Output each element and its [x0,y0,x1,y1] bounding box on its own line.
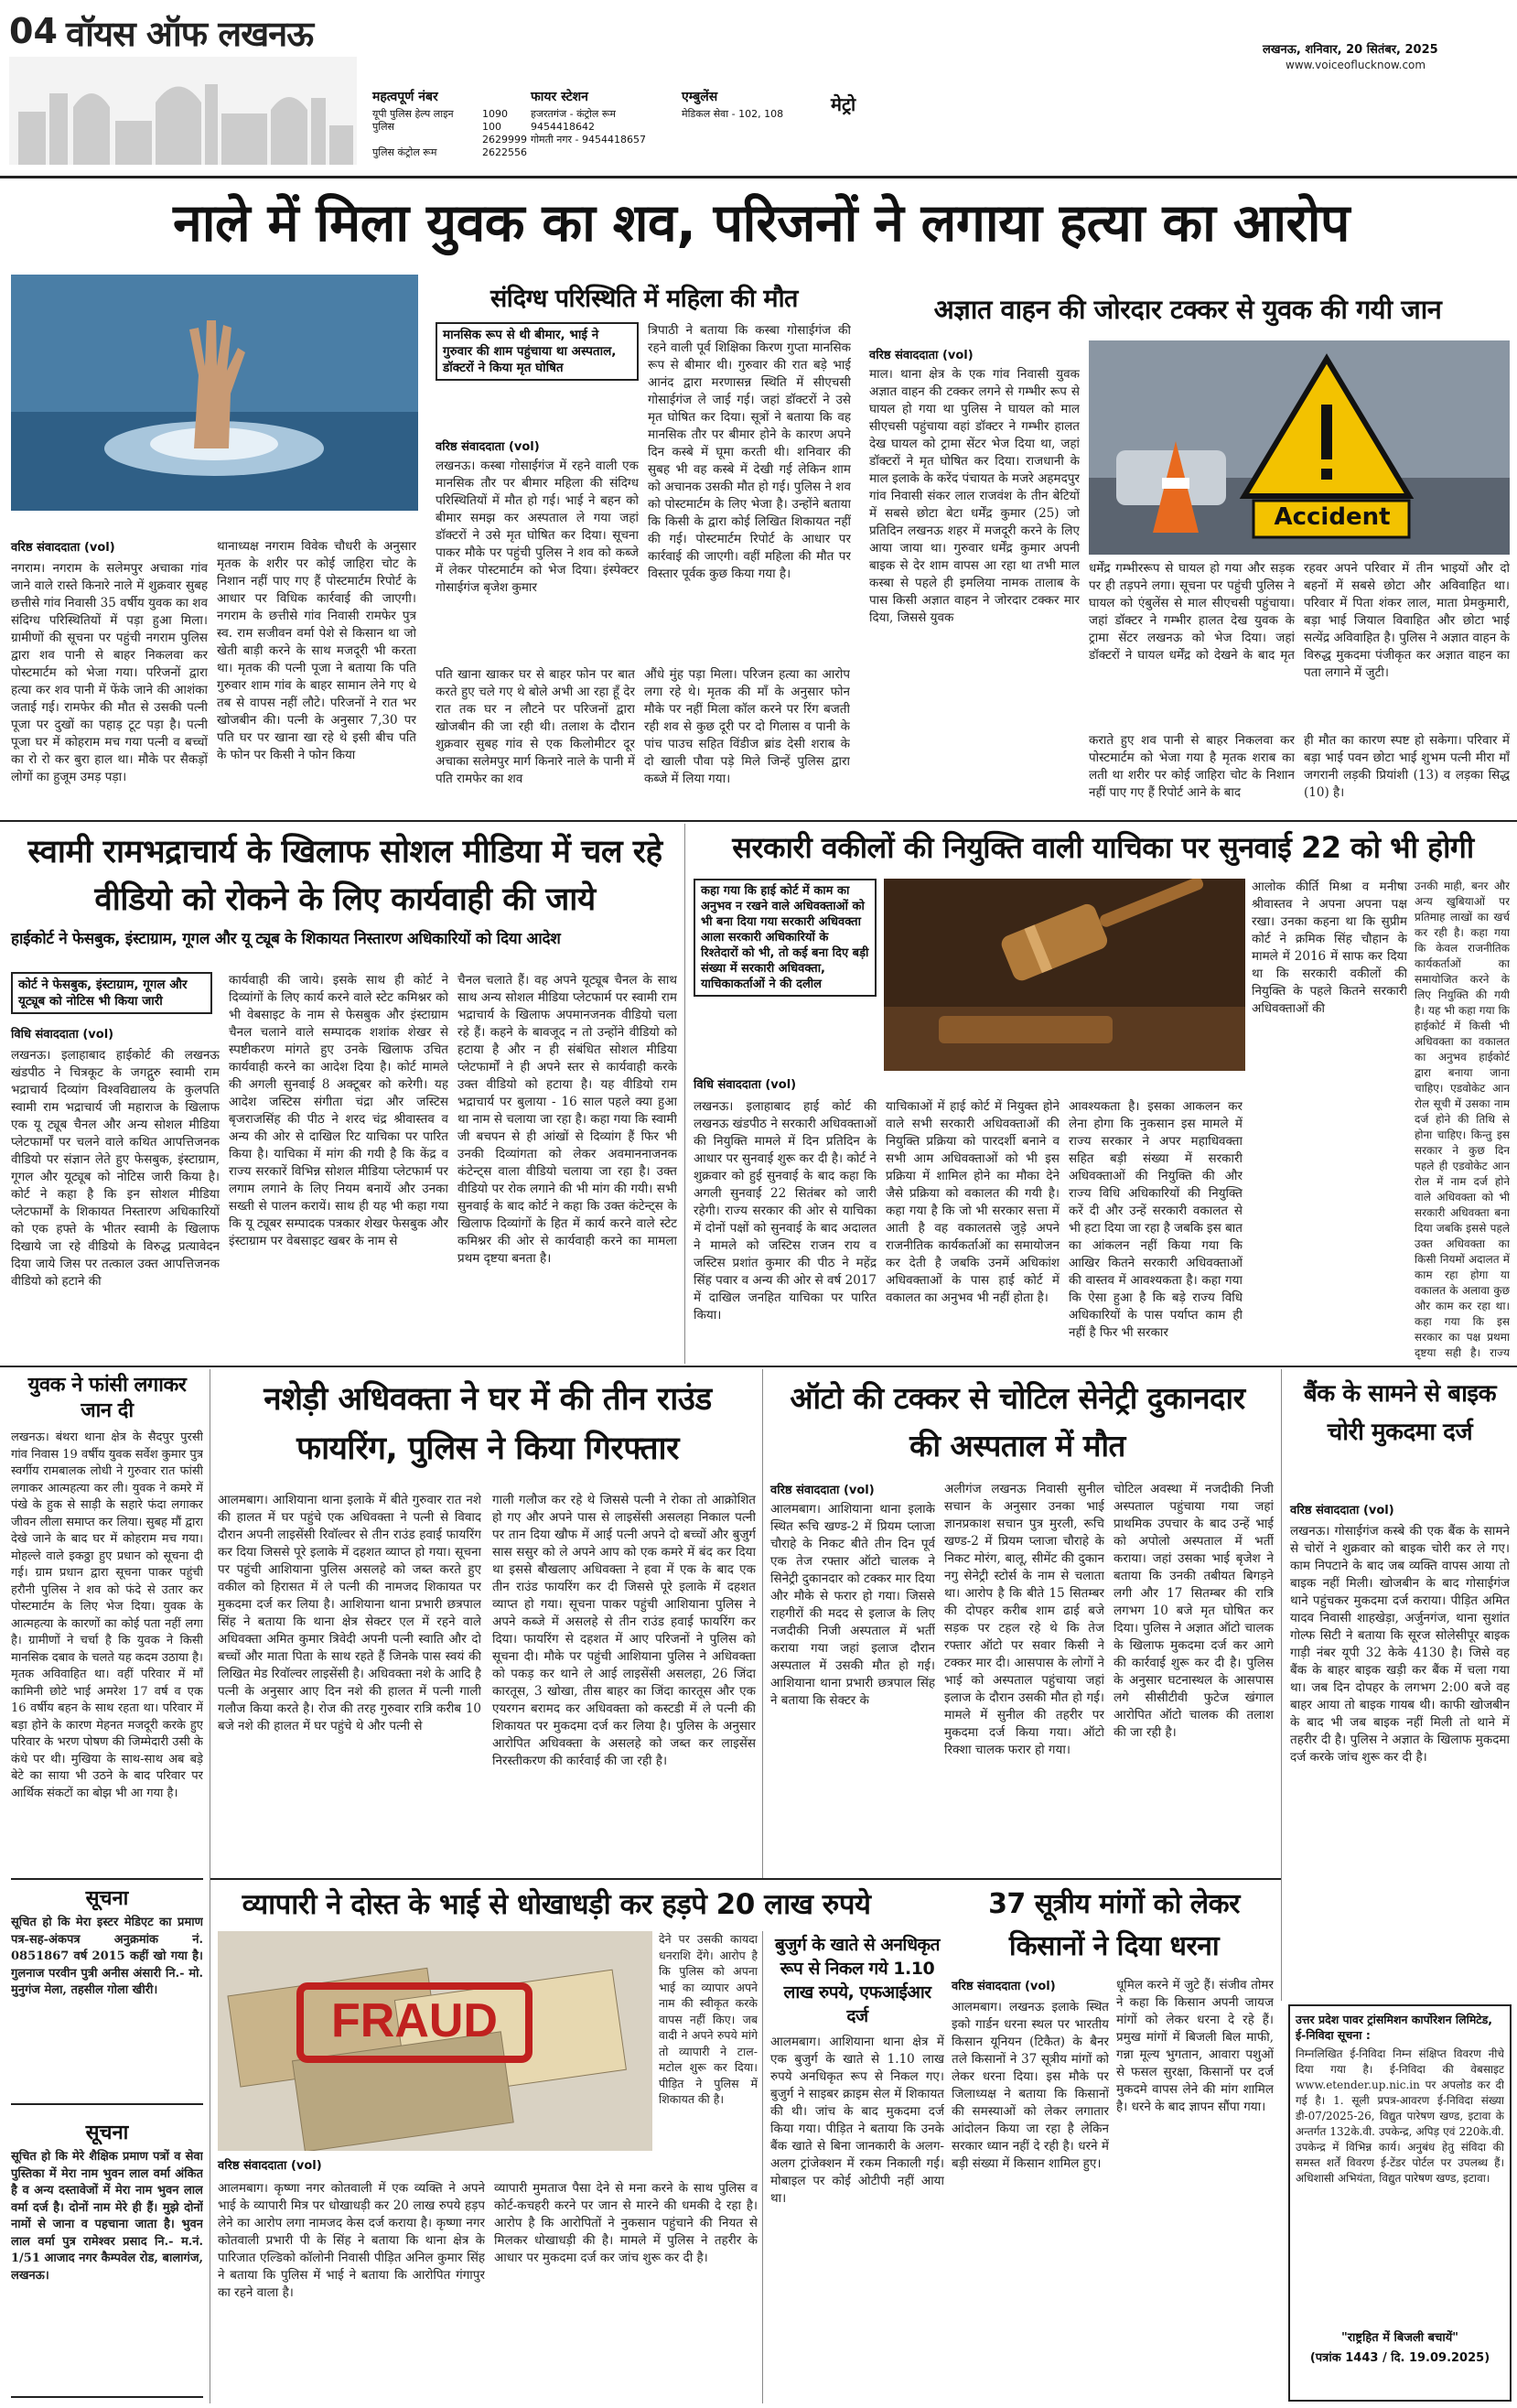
section-rule-3 [210,1878,1281,1880]
page-number: 04 [9,11,58,51]
brand-logo: वॉयस ऑफ लखनऊ [66,14,314,54]
drowning-hand-photo [11,275,418,511]
mahila-headline: संदिग्ध परिस्थिति में महिला की मौत [490,285,798,313]
lead-col2: थानाध्यक्ष नगराम विवेक चौधरी के अनुसार मृतक के शरीर पर कोई जाहिरा चोट के निशान नहीं पाए गए हैं पोस्टमार्टम रिपोर्ट के आधार पर विधिक कार्रवाई की जाएगी। नगराम के छत्तीसे गांव निवासी रामफेर पुत्र स्व. राम सजीवन वर्मा पेशे से किसान था जो खेती बाड़ी करने के साथ मजदूरी भी करता था। मृतक की पत्नी पूजा ने बताया कि पति गुरुवार शाम गांव के बाहर सामान लेने गए थे तब से वापस नहीं लौटे। परिजनों ने रात भर खोजबीन की। पत्नी के अनुसार 7,30 पर पति घर पर खाना खा रहे थे इसी बीच पति के फोन पर किसी ने फोन किया [217,539,416,762]
skyline-art [9,57,357,165]
auto-col3: चोटिल अवस्था में नजदीकी निजी अस्पताल पहुंचाया गया जहां प्राथमिक उपचार के बाद उन्हें भाई को अपोलो अस्पताल में भर्ती कराया। जहां उसका भाई बृजेश ने बताया कि उनकी तबीयत बिगड़ने लगी और 17 सितम्बर की रात्रि लगभग 10 बजे मृत घोषित कर दिया। पुलिस ने अज्ञात ऑटो चालक के खिलाफ मुकदमा दर्ज कर आगे की कार्रवाई शुरू कर दी है। पुलिस के अनुसार घटनास्थल के आसपास लगे सीसीटीवी फुटेज खंगाल आरोपित ऑटो चालक की तलाश की जा रही है। [1114,1482,1274,1740]
accident-col6: ही मौत का कारण स्पष्ट हो सकेगा। परिवार में बड़ा भाई पवन छोटा भाई शुभम पत्नी मीरा माँ जगरानी लड़की प्रियांशी (13) व लड़का सिद्ध (10) है। [1304,733,1510,800]
nashedi-col2: गाली गलौज कर रहे थे जिससे पत्नी ने रोका तो आक्रोशित हो गए और अपने पास से लाइसेंसी असलहा निकाल पत्नी पर तान दिया खौफ में आई पत्नी अपने दो बच्चों और बुजुर्ग सास ससुर को ले अपने आप को एक कमरे में बंद कर दिया था इससे बौखलाए अधिवक्ता ने हवा में एक के बाद एक तीन राउंड फायरिंग कर दी जिससे पूरे इलाके में दहशत व्याप्त हो गया। सूचना पाकर पहुंची आशियाना पुलिस ने अपने कब्जे में असलहे से तीन राउंड हवाई फायरिंग कर दिया। फायरिंग से दहशत में आए परिजनों ने पुलिस को सूचना दी। मौके पर पहुंची आशियाना पुलिस ने अधिवक्ता को पकड़ कर थाने ले आई लाइसेंसी असलहा, 26 जिंदा कारतूस, 3 खोखा, तीस बाहर का जिंदा कारतूस और एक एयरगन बरामद कर अधिवक्ता को कस्टडी में ले पत्नी की शिकायत पर मुकदमा दर्ज कर लिया है। पुलिस के अनुसार आरोपित अधिवक्ता के असलहे को जब्त कर लाइसेंस निरस्तीकरण की कार्रवाई की जा रही है। [492,1493,756,1768]
swami-col2: कार्यवाही की जाये। इसके साथ ही कोर्ट ने दिव्यांगों के लिए कार्य करने वाले स्टेट कमिश्नर को भी वेबसाइट के नाम से फेसबुक और इंस्टाग्राम चैनल चलाने वाले सम्पादक शशांक शेखर से स्पष्टीकरण मांगते हुए उनके खिलाफ उचित कार्यवाही करने का आदेश दिया है। कोर्ट मामले की अगली सुनवाई 8 अक्टूबर को करेगी। यह आदेश जस्टिस संगीता चंद्रा और जस्टिस बृजराजसिंह की पीठ ने शरद चंद्र श्रीवास्तव व अन्य की ओर से दाखिल रिट याचिका पर पारित किया है। याचिका में मांग की गयी है कि केंद्र व राज्य सरकारें विभिन्न सोशल मीडिया प्लेटफार्म पर लगाम लगाने के लिए नियम बनायें और उनका सख्ती से पालन करायें। साथ ही यह भी कहा गया कि यू ट्यूबर सम्पादक पत्रकार शेखर फेसबुक और इंस्टाग्राम पर वेबसाइट खबर के नाम से [229,973,448,1248]
vakil-headline: सरकारी वकीलों की नियुक्ति वाली याचिका पर सुनवाई 22 को भी होगी [732,830,1474,865]
vakil-col1: लखनऊ। इलाहाबाद हाई कोर्ट की लखनऊ खंडपीठ ने सरकारी अधिवक्ताओं की नियुक्ति मामले में दिन प्रतिदिन के आधार पर सुनवाई शुरू कर दी है। कोर्ट ने शुक्रवार को हुई सुनवाई के बाद कहा कि अगली सुनवाई 22 सितंबर को जारी रहेगी। राज्य सरकार की ओर से याचिका में दोनों पक्षों को सुनवाई के बाद अदालत ने मामले को जस्टिस राजन राय व जस्टिस प्रशांत कुमार की पीठ ने महेंद्र सिंह पवार व अन्य की ओर से वर्ष 2017 में दाखिल जनहित याचिका पर पारित किया। [694,1099,877,1323]
auto-col1: आलमबाग। आशियाना थाना इलाके स्थित रूचि खण्ड-2 में प्रियम प्लाजा चौराहे के निकट बीते तीन दिन पूर्व एक तेज रफ्तार ऑटो चालक ने सिनेट्री दुकानदार को टक्कर मार दिया और मौके से फरार हो गया। जिससे राहगीरों की मदद से इलाज के लिए नजदीकी निजी अस्पताल में भर्ती कराया गया जहां इलाज दौरान अस्पताल में उसकी मौत हो गई। आशियाना थाना प्रभारी छत्रपाल सिंह ने बताया कि सेक्टर के [770,1502,935,1708]
accident-col3: रहवर अपने परिवार में तीन भाइयों और दो बहनों में सबसे छोटा और अविवाहित था। परिवार में पिता शंकर लाल, माता प्रेमकुमारी, बड़ा भाई जियाल विवाहित और छोटा भाई सत्येंद्र अविवाहित है। पुलिस ने अज्ञात वाहन के विरुद्ध मुकदमा पंजीकृत कर अज्ञात वाहन का पता लगाने में जुटी। [1304,561,1510,680]
divider-1 [684,824,685,1364]
divider-3 [762,1369,763,1878]
fraud-byline: वरिष्ठ संवाददाता (vol) [218,2159,322,2173]
section-rule-1 [0,820,1517,822]
mahila-col2: त्रिपाठी ने बताया कि कस्बा गोसाईगंज की रहने वाली पूर्व शिक्षिका किरण गुप्ता मानसिक रूप से बीमार थी। गुरुवार की रात बड़े भाई आनंद द्वारा मरणासन्न स्थिति में सीएचसी गोसाईगंज ले जाई गई। जहां डॉक्टरों ने उसे मृत घोषित कर दिया। सूत्रों ने बताया कि वह मानसिक तौर पर बीमार होने के कारण अपने दिन कस्बे में घूमा करती थी। शनिवार की सुबह भी वह कस्बे में देखी गई लेकिन शाम को अचानक उसकी मौत हो गई। पुलिस ने शव को पोस्टमार्टम के लिए भेजा है। उन्होंने बताया कि किसी के द्वारा कोई लिखित शिकायत नहीं की गई। पोस्टमार्टम रिपोर्ट के आधार पर कार्रवाई की जाएगी। वहीं महिला की मौत पर विस्तार पूर्वक कुछ किया गया है। [648,323,851,581]
bujurg-col1: आलमबाग। आशियाना थाना क्षेत्र में एक बुजुर्ग के खाते से 1.10 लाख रुपये अनधिकृत रूप से निकल गए। बुजुर्ग ने साइबर क्राइम सेल में शिकायत की थी। जांच के बाद मुकदमा दर्ज किया गया। पीड़ित ने बताया कि उनके बैंक खाते से बिना जानकारी के अलग-अलग ट्रांजेक्शन में रकम निकाली गई। मोबाइल पर कोई ओटीपी नहीं आया था। [770,2035,944,2206]
yuvak-body: लखनऊ। बंथरा थाना क्षेत्र के सैदपुर पुरसी गांव निवास 19 वर्षीय युवक सर्वेश कुमार पुत्र स्वर्गीय रामबालक लोधी ने गुरुवार रात फांसी लगाकर आत्महत्या कर ली। युवक ने कमरे में पंखे के हुक से साड़ी के सहारे फंदा लगाकर जीवन लीला समाप्त कर लिया। सुबह मौं द्वारा देखे जाने के बाद घर में कोहराम मच गया। मोहल्ले वाले इकठ्ठा हुए प्रधान को सूचना दी गई। ग्राम प्रधान द्वारा सूचना पाकर पहुंची हरौनी पुलिस ने शव को फंदे से उतार कर पोस्टमार्टम के लिए भेज दिया। युवक के आत्महत्या के कारणों का कोई पता नहीं लगा है। ग्रामीणों ने चर्चा है कि युवक ने किसी मानसिक दबाव के चलते यह कदम उठाया है। मृतक अविवाहित था। वहीं परिवार में माँ कामिनी छोटे भाई अमरेश 17 वर्ष व एक 16 वर्षीय बहन के साथ रहता था। परिवार में बड़ा होने के कारण मेहनत मजदूरी करके हुए परिवार के भरण पोषण की जिम्मेदारी उसी के कंधे पर थी। मुखिया के साथ-साथ अब बड़े बेटे का साया भी उठने के बाद परिवार पर आर्थिक संकटों का बोझ भी आ गया है। [11,1431,203,1800]
swami-byline: विधि संवाददाता (vol) [11,1028,114,1042]
vakil-col5-main: उनकी माही, बनर और अन्य खुबियाओं पर प्रतिमाह लाखों का खर्च कर रही है। कहा गया कि केवल राजनीतिक कार्यकर्ताओं का समायोजित करने के लिए नियुक्ति की गयी है। यह भी कहा गया कि हाईकोर्ट में किसी भी अधिवक्ता का वकालत का अनुभव हाईकोर्ट द्वारा बनाया जाना चाहिए। एडवोकेट आन रोल सूची में उसका नाम दर्ज होने की तिथि से होना चाहिए। किन्तु इस सरकार ने कुछ दिन पहले ही एडवोकेट आन रोल में नाम दर्ज होने वाले अधिवक्ता को भी सरकारी अधिवक्ता बना दिया जबकि इससे पहले उक्त अधिवक्ता का किसी नियमों अदालत में काम रहा होगा या वकालत के अलावा कुछ और काम कर रहा था। कहा गया कि इस सरकार का पक्ष प्रथमा दृष्टया सही है। राज्य [1415,880,1510,1359]
accident-photo [1089,340,1510,555]
section-tag: मेट्रो [831,93,856,115]
vakil-col3: आवश्यकता है। इसका आकलन कर लेना होगा कि नुकसान इस मामले में राज्य सरकार ने अपर महाधिवक्ता सहित बड़ी संख्या में सरकारी अधिवक्ताओं की नियुक्ति की और राज्य विधि अधिकारियों की नियुक्ति करें दी और उन्हें सरकारी वकालत से भी हटा दिया जा रहा है जबकि इस बात का आंकलन नहीं किया गया कि आखिर कितने सरकारी अधिवक्ताओं की वास्तव में आवश्यकता है। कहा गया कि ऐसा हुआ है कि बड़े राज्य विधि अधिकारियों के पास पर्याप्त काम ही नहीं है फिर भी सरकार [1069,1099,1243,1340]
auto-col2: अलीगंज लखनऊ निवासी सुनील सचान के अनुसार उनका भाई ज्ञानप्रकाश सचान पुत्र मुरली, रूचि खण्ड-2 में प्रियम प्लाजा चौराहे के निकट मोरंग, बालू, सीमेंट की दुकान नगु सेनेट्री स्टोर्स के नाम से चलाता था। आरोप है कि बीते 15 सितम्बर की दोपहर करीब शाम ढाई बजे सड़क पर टहल रहे थे कि तेज रफ्तार ऑटो पर सवार किसी ने टक्कर मार दी। आसपास के लोगों ने भाई को अस्पताल पहुंचाया जहां इलाज के दौरान उसकी मौत हो गई। मामले में सुनील की तहरीर पर मुकदमा दर्ज किया गया। ऑटो रिक्शा चालक फरार हो गया। [944,1482,1104,1757]
vakil-col2: याचिकाओं में हाई कोर्ट में नियुक्त होने वाले सभी सरकारी अधिवक्ताओं की नियुक्ति प्रक्रिया को पारदर्शी बनाने व सभी आम अधिवक्ताओं को भी इस प्रक्रिया में शामिल होने का मौका देने जैसे प्रक्रिया को वकालत की गयी है। कहा गया है कि जो भी सरकार सत्ता में आती है वह वकालतसे जुड़े अपने राजनीतिक कार्यकर्ताओं का समायोजन कर देती है जबकि उनमें अधिकांश अधिवक्ताओं के पास हाई कोर्ट में वकालत का अनुभव भी नहीं होता है। [886,1099,1060,1305]
fire-station: फायर स्टेशन हजरतगंज - कंट्रोल रूम 9454418642 गोमती नगर - 9454418657 [531,90,646,146]
website[interactable]: www.voiceoflucknow.com [1286,59,1426,71]
swami-headline: स्वामी रामभद्राचार्य के खिलाफ सोशल मीडिया में चल रहे वीडियो को रोकने के लिए कार्यवाही की जाये [27,834,662,918]
mahila-col1: लखनऊ। कस्बा गोसाईगंज में रहने वाली एक मानसिक तौर पर बीमार महिला की संदिग्ध परिस्थितियों में मौत हो गई। भाई ने बहन को बीमार समझ कर अस्पताल ले गया जहां डॉक्टरों ने उसे मृत घोषित कर दिया। सूचना पाकर मौके पर पहुंची पुलिस ने शव को कब्जे में लेकर पोस्टमार्टम को भेज दिया। इंस्पेक्टर गोसाईगंज बृजेश कुमार [436,459,639,595]
yuvak-headline: युवक ने फांसी लगाकर जान दी [27,1374,187,1422]
suchna-2-title: सूचना [85,2122,129,2144]
tender-notice [1288,2004,1512,2402]
masthead [0,0,1517,172]
swami-highlight-box: कोर्ट ने फेसबुक, इंस्टाग्राम, गूगल और यूट्यूब को नोटिस भी किया जारी [11,972,212,1014]
accident-byline: वरिष्ठ संवाददाता (vol) [869,349,974,362]
date-line: लखनऊ, शनिवार, 20 सितंबर, 2025 [1263,43,1438,57]
swami-subhead: हाईकोर्ट ने फेसबुक, इंस्टाग्राम, गूगल और यू ट्यूब के शिकायत निस्तारण अधिकारियों को दिया आदेश [11,930,561,948]
kisan-col2: धूमिल करने में जुटे हैं। संजीव तोमर ने कहा कि किसान अपनी जायज मांगों को लेकर धरना दे रहे हैं। प्रमुख मांगों में बिजली बिल माफी, गन्ना मूल्य भुगतान, आवारा पशुओं से फसल सुरक्षा, किसानों पर दर्ज मुकदमे वापस लेने की मांग शामिल है। धरने के बाद ज्ञापन सौंपा गया। [1116,1978,1274,2114]
accident-col1: माल। थाना क्षेत्र के एक गांव निवासी युवक अज्ञात वाहन की टक्कर लगने से गम्भीर रूप से घायल हो गया था पुलिस ने घायल को माल सीएचसी पहुंचाया वहां डॉक्टर ने गम्भीर हालत देख घायल को ट्रामा सेंटर भेज दिया था, जहां डॉक्टरों ने मृत घोषित कर दिया। राजधानी के माल इलाके के करेंद पंचायत के मजरे अहमदपुर गांव निवासी संकर लाल राजवंश के तीन बेटियों में सबसे छोटा बेटा धर्मेंद्र कुमार (25) जो प्रतिदिन लखनऊ शहर में मजदूरी करने के लिए आया जाया था। गुरुवार धर्मेंद्र कुमार अपनी बाइक से देर शाम वापस आ रहा था तभी माल कस्बा से पहले ही इमलिया नामक तालाब के पास किसी अज्ञात वाहन ने जोरदार टक्कर मार दिया, जिससे युवक [869,367,1080,625]
section-rule-2 [0,1366,1517,1367]
suchna-1 [11,1878,203,2105]
fraud-photo-label: FRAUD [331,1994,498,2047]
bank-byline: वरिष्ठ संवाददाता (vol) [1290,1504,1394,1517]
important-numbers: महत्वपूर्ण नंबर यूपी पुलिस हेल्प लाइन 1090 पुलिस 100 2629999 पुलिस कंट्रोल रूम 2622556 [372,90,527,158]
ambulance: एम्बुलेंस मेडिकल सेवा - 102, 108 [682,90,784,120]
accident-photo-label: Accident [1274,503,1391,531]
suchna-2 [11,2114,203,2398]
tender-ref: (पत्रांक 1443 / दि. 19.09.2025) [1309,2351,1490,2365]
swami-col3: चैनल चलाते हैं। वह अपने यूट्यूब चैनल के साथ साथ अन्य सोशल मीडिया प्लेटफार्म पर स्वामी राम भद्राचार्य के खिलाफ अपमानजनक वीडियो चला रहे हैं। कहने के बावजूद न तो उन्होंने वीडियो को हटाया है और न ही संबंधित सोशल मीडिया प्लेटफार्मों ने ही अपने स्तर से कार्यवाही करके उक्त वीडियो को हटाया है। यह वीडियो राम भद्राचार्य पर बुलाया - 16 साल पहले क्या हुआ था नाम से चलाया जा रहा है। कहा गया कि स्वामी जी बचपन से ही आंखों से दिव्यांग हैं फिर भी उनकी दिव्यांगता को लेकर अवमाननाजनक कंटेन्ट्स वाला वीडियो चलाया जा रहा है। उक्त वीडियो पर रोक लगाने की भी मांग की गयी। सभी सुनवाई के बाद कोर्ट ने कहा कि उक्त कंटेन्ट्स के खिलाफ दिव्यांगों के हित में कार्य करने वाले स्टेट कमिश्नर की ओर से कार्यवाही करने का मामला प्रथम दृष्टया बनता है। [457,973,677,1266]
lead-byline: वरिष्ठ संवाददाता (vol) [11,541,115,555]
mahila-highlight-box: मानसिक रूप से थी बीमार, भाई ने गुरुवार की शाम पहुंचाया था अस्पताल, डॉक्टरों ने किया मृत घोषित [436,322,639,381]
nashedi-col1: आलमबाग। आशियाना थाना इलाके में बीते गुरुवार रात नशे की हालत में घर पहुंचे एक अधिवक्ता ने पत्नी से विवाद दौरान अपनी लाइसेंसी रिवॉल्वर से तीन राउंड हवाई फायरिंग कर दिया जिससे पूरे इलाके में दहशत व्याप्त हो गया। सूचना पर पहुंची आशियाना पुलिस असलहे को जब्त करते हुए वकील को हिरासत में ले पत्नी की नामजद शिकायत पर मुकदमा दर्ज कर लिया है। आशियाना थाना प्रभारी छत्रपाल सिंह ने बताया कि थाना क्षेत्र सेक्टर एल में रहने वाले अधिवक्ता अमित कुमार त्रिवेदी अपनी पत्नी स्वाति और दो बच्चों और माता पिता के साथ रहते हैं जिनके पास स्वयं की लिखित मेड रिवॉल्वर लाइसेंसी है। अधिवक्ता नशे के आदि है पत्नी के अनुसार आए दिन नशे की हालत में पत्नी गाली गलौज किया करते है। रोज की तरह गुरुवार रात्रि करीब 10 बजे नशे की हालत में घर पहुंचे थे और पत्नी से [218,1493,481,1733]
bank-headline: बैंक के सामने से बाइक चोरी मुकदमा दर्ज [1303,1380,1497,1446]
auto-headline: ऑटो की टक्कर से चोटिल सेनेट्री दुकानदार की अस्पताल में मौत [790,1380,1245,1463]
tender-slogan: "राष्ट्रहित में बिजली बचायें" [1340,2331,1459,2345]
vakil-highlight-box: कहा गया कि हाई कोर्ट में काम का अनुभव न रखने वाले अधिवक्ताओं को भी बना दिया गया सरकारी अधिवक्ता आला सरकारी अधिकारियों के रिश्तेदारों को भी, तो कई बना दिए बड़ी संख्या में सरकारी अधिवक्ता, याचिकाकर्ताओं ने की दलील [694,879,877,997]
lead-col4: औंधे मुंह पड़ा मिला। परिजन हत्या का आरोप लगा रहे थे। मृतक की माँ के अनुसार फोन मौके पर नहीं मिला कॉल करने पर रिंग बजती रही शव से कुछ दूरी पर दो गिलास व पानी के पांच पाउच सहित विंडीज ब्रांड देसी शराब के दो खाली पौवा पड़े मिले जिन्हें पुलिस द्वारा कब्जे में लिया गया। [644,667,850,786]
accident-col5: कराते हुए शव पानी से बाहर निकलवा कर पोस्टमार्टम को भेजा गया है मृतक शराब का लती था शरीर पर कोई जाहिरा चोट के निशान नहीं पाए गए हैं रिपोर्ट आने के बाद [1089,733,1295,800]
bujurg-headline: बुजुर्ग के खाते से अनधिकृत रूप से निकल गये 1.10 लाख रुपये, एफआईआर दर्ज [775,1935,940,2026]
fraud-headline: व्यापारी ने दोस्त के भाई से धोखाधड़ी कर हड़पे 20 लाख रुपये [242,1888,871,1921]
suchna-1-title: सूचना [85,1887,129,1910]
auto-byline: वरिष्ठ संवाददाता (vol) [770,1484,875,1497]
masthead-rule [0,176,1517,178]
tender-body: निम्नलिखित ई-निविदा निम्न संक्षिप्त विवरण नीचे दिया गया है। ई-निविदा की वेबसाइट www.etender.up.nic.in पर अपलोड कर दी गई है। 1. सूली प्रपत्र-आवरण ई-निविदा संख्या डी-07/2025-26, विद्युत पारेषण खण्ड, इटावा के अन्तर्गत 132के.वी. उपकेन्द्र, अपिड़ एवं 220के.वी. उपकेन्द्र में विभिन्न कार्य। अनुबंध हेतु संविदा की समस्त शर्तें विवरण ई-टेंडर पोर्टल पर उपलब्ध हैं। अधिशासी अभियंता, विद्युत पारेषण खण्ड, इटावा। [1296,2047,1504,2185]
kisan-col1: आलमबाग। लखनऊ इलाके स्थित इको गार्डन धरना स्थल पर भारतीय किसान यूनियन (टिकैत) के बैनर तले किसानों ने 37 सूत्रीय मांगों को लेकर धरना दिया। इस मौके पर जिलाध्यक्ष ने बताया कि किसानों की समस्याओं को लेकर लगातार आंदोलन किया जा रहा है लेकिन सरकार ध्यान नहीं दे रही है। धरने में बड़ी संख्या में किसान शामिल हुए। [952,2000,1109,2171]
judge-gavel-photo [884,879,1245,1071]
swami-col1: लखनऊ। इलाहाबाद हाईकोर्ट की लखनऊ खंडपीठ ने चित्रकूट के जगद्गुरु स्वामी राम भद्राचार्य दिव्यांग विश्वविद्यालय के कुलपति स्वामी राम भद्राचार्य जी महाराज के खिलाफ एक यू ट्यूब चैनल और अन्य सोशल मीडिया प्लेटफार्मों पर चलने वाले कथित आपत्तिजनक वीडियो पर संज्ञान लेते हुए फेसबुक, इंस्टाग्राम, गूगल और यूट्यूब को नोटिस जारी किया है। कोर्ट ने कहा है कि इन सोशल मीडिया प्लेटफार्मों के शिकायत निस्तारण अधिकारियों को एक हफ्ते के भीतर स्वामी के खिलाफ दिखाये जा रहे वीडियो के विरुद्ध प्रत्यावेदन दिया जाये जिस पर तत्काल उक्त आपत्तिजनक वीडियो को हटाने की [11,1048,220,1289]
bank-body: लखनऊ। गोसाईगंज कस्बे की एक बैंक के सामने से चोरों ने शुक्रवार को बाइक चोरी कर ले गए। काम निपटाने के बाद जब व्यक्ति वापस आया तो बाइक नहीं मिली। खोजबीन के बाद गोसाईगंज थाने पहुंचकर मुकदमा दर्ज कराया। पीड़ित अमित यादव निवासी शाहखेड़ा, अर्जुनगंज, थाना सुशांत गोल्फ सिटी ने बताया कि सूरज सोलेसीपूर बाइक गाड़ी नंबर यूपी 32 केके 4130 है। जिसे वह बैंक के बाहर बाइक खड़ी कर बैंक में चला गया था। जब दिन दोपहर के लगभग 2:00 बजे वह बाहर आया तो बाइक गायब थी। काफी खोजबीन के बाद भी जब बाइक नहीं मिली तो थाने में तहरीर दी है। पुलिस ने अज्ञात के खिलाफ मुकदमा दर्ज करके जांच शुरू कर दी है। [1290,1524,1510,1765]
lead-col1: नगराम। नगराम के सलेमपुर अचाका गांव जाने वाले रास्ते किनारे नाले में शुक्रवार सुबह छत्तीसे गांव निवासी 35 वर्षीय युवक का शव संदिग्ध परिस्थितियों में पड़ा हुआ मिला। ग्रामीणों की सूचना पर पहुंची नगराम पुलिस द्वारा शव पानी से बाहर निकलवा कर पोस्टमार्टम को भेजा गया। परिजनों द्वारा हत्या कर शव पानी में फेंके जाने की आशंका जताई गई। रामफेर की मौत से उसकी पत्नी पूजा पर दुखों का पहाड़ टूट पड़ा है। पत्नी पूजा घर में कोहराम मच गया पत्नी व बच्चों का रो रो कर बुरा हाल था। मौके पर सैकड़ों लोगों का हुजूम उमड़ पड़ा। [11,561,208,784]
vakil-col4: आलोक कीर्ति मिश्रा व मनीषा श्रीवास्तव ने अपना अपना पक्ष रखा। उनका कहना था कि सुप्रीम कोर्ट ने क्रमिक सिंह चौहान के मामले में 2016 में साफ कर दिया था कि सरकारी वकीलों की नियुक्ति के पहले कितने सरकारी अधिवक्ताओं की [1252,880,1407,1016]
divider-5 [762,1931,763,2403]
suchna-2-body: सूचित हो कि मेरे शैक्षिक प्रमाण पत्रों व सेवा पुस्तिका में मेरा नाम भुवन लाल वर्मा अंकित है व अन्य दस्तावेजों में मेरा नाम भुवन लाल वर्मा दर्ज है। दोनों नाम मेरे ही हैं। मुझे दोनों नामों से जाना व पहचाना जाता है। भुवन लाल वर्मा पुत्र रामेश्वर प्रसाद नि.- म.नं. 1/51 आजाद नगर कैम्पवेल रोड, बालागंज, लखनऊ। [11,2150,203,2283]
kisan-byline: वरिष्ठ संवाददाता (vol) [952,1980,1056,1993]
fraud-col1: आलमबाग। कृष्णा नगर कोतवाली में एक व्यक्ति ने अपने भाई के व्यापारी मित्र पर धोखाधड़ी कर 20 लाख रुपये हड़प लेने का आरोप लगा नामजद केस दर्ज कराया है। कृष्णा नगर कोतवाली प्रभारी पी के सिंह ने बताया कि थाना क्षेत्र के पारिजात एल्डिको कॉलोनी निवासी पीड़ित अनिल कुमार सिंह ने बताया कि पुलिस में भाई ने बताया कि आरोपित गंगापुर का रहने वाला है। [218,2181,485,2300]
kisan-headline: 37 सूत्रीय मांगों को लेकर किसानों ने दिया धरना [988,1888,1240,1962]
vakil-byline: विधि संवाददाता (vol) [694,1078,797,1092]
accident-headline: अज्ञात वाहन की जोरदार टक्कर से युवक की गयी जान [933,294,1442,325]
fraud-col2: व्यापारी मुमताज पैसा देने से मना करने के साथ पुलिस व कोर्ट-कचहरी करने पर जान से मारने की धमकी दे रहा है। आरोप है कि आरोपितों ने नुकसान पहुंचाने की नियत से मिलकर धोखाधड़ी की है। मामले में पुलिस ने तहरीर के आधार पर मुकदमा दर्ज कर जांच शुरू कर दी है। [494,2181,758,2265]
divider-4 [1281,1369,1282,2001]
tender-header: उत्तर प्रदेश पावर ट्रांसमिशन कार्पोरेशन लिमिटेड, ई-निविदा सूचना : [1296,2013,1493,2042]
lead-headline: नाले में मिला युवक का शव, परिजनों ने लगाया हत्या का आरोप [173,193,1350,254]
suchna-1-body: सूचित हो कि मेरा इस्टर मेडिएट का प्रमाण पत्र-सह-अंकपत्र अनुक्रमांक नं. 0851867 वर्ष 2015 कहीं खो गया है। गुलनाज परवीन पुत्री अनीस अंसारी नि.- मो. मुनुगंज मेला, तहसील गोला खीरी। [11,1916,203,1997]
mahila-byline: वरिष्ठ संवाददाता (vol) [436,440,540,454]
nashedi-headline: नशेड़ी अधिवक्ता ने घर में की तीन राउंड फायरिंग, पुलिस ने किया गिरफ्तार [264,1381,712,1467]
fraud-photo [218,1931,652,2151]
lead-col3: पति खाना खाकर घर से बाहर फोन पर बात करते हुए चले गए थे बोले अभी आ रहा हूँ देर रात तक घर न लौटने पर परिजनों द्वारा खोजबीन की जा रही थी। तलाश के दौरान शुक्रवार सुबह गांव से एक किलोमीटर दूर अचाका सलेमपुर मार्ग किनारे नाले के पानी में पति रामफेर का शव [436,667,635,786]
accident-col2: धर्मेंद्र गम्भीररूप से घायल हो गया और सड़क पर ही तड़पने लगा। सूचना पर पहुंची पुलिस ने घायल को एंबुलेंस से माल सीएचसी पहुंचाया। जहां डॉक्टर ने गम्भीर हालत देख युवक के ट्रामा सेंटर लखनऊ को भेज दिया। जहां डॉक्टरों ने घायल धर्मेंद्र को देखने के बाद मृत [1089,561,1295,663]
fraud-side: देने पर उसकी कायदा धनराशि देंगे। आरोप है कि पुलिस को अपना भाई का व्यापार अपने नाम की स्वीकृत करके वापस नहीं किए। जब वादी ने अपने रुपये मांगे तो व्यापारी ने टाल-मटोल शुरू कर दिया। पीड़ित ने पुलिस में शिकायत की है। [659,1932,758,2106]
